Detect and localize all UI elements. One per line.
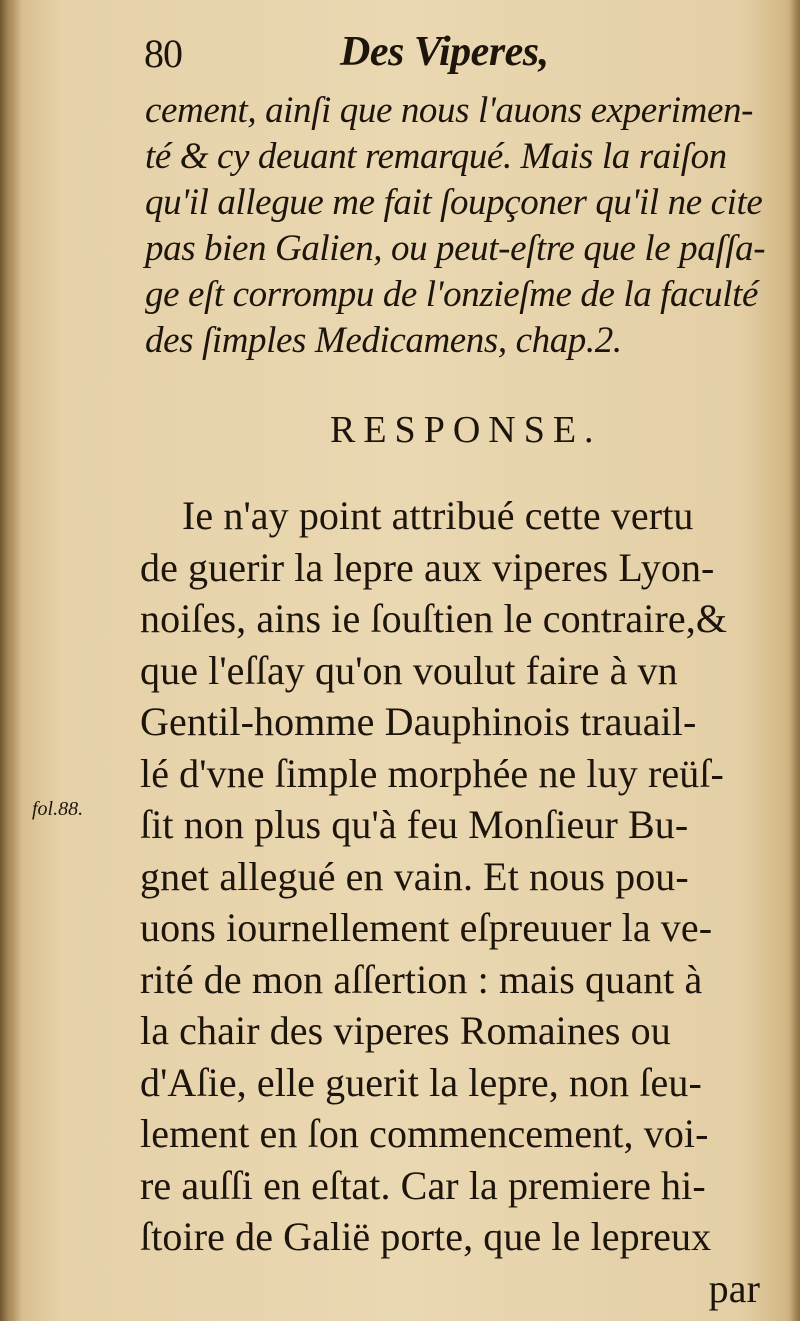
text-line: la chair des viperes Romaines ou: [140, 1008, 671, 1053]
text-line: de guerir la lepre aux viperes Lyon-: [140, 544, 715, 590]
text-line: lement en ſon commencement, voi-: [140, 1111, 709, 1156]
text-line: ge eſt corrompu de l'onzieſme de la faculté: [145, 274, 759, 315]
question-text: [145, 88, 775, 364]
text-line: pas bien Galien, ou peut-eſtre que le paſſa-: [145, 228, 766, 269]
text-line: qu'il allegue me fait ſoupçoner qu'il ne cite: [145, 182, 763, 223]
text-line: Ie n'ay point attribué cette vertu: [182, 493, 694, 538]
catchword: par: [708, 1265, 760, 1311]
text-line: uons iournellement eſpreuuer la ve-: [140, 905, 713, 950]
text-line: re auſſi en eſtat. Car la premiere hi-: [140, 1162, 706, 1208]
text-line: rité de mon aſſertion : mais quant à: [140, 956, 703, 1002]
page-number: 80: [144, 31, 182, 76]
text-line: lé d'vne ſimple morphée ne luy reüſ-: [140, 750, 724, 796]
margin-note: fol.88.: [32, 798, 84, 820]
text-line: Gentil-homme Dauphinois trauail-: [140, 699, 697, 744]
response-text: [140, 490, 780, 1314]
page-gutter: [0, 0, 22, 1321]
text-line: té & cy deuant remarqué. Mais la raiſon: [145, 136, 727, 177]
text-line: noiſes, ains ie ſouſtien le contraire,&: [140, 596, 728, 641]
text-line: ſit non plus qu'à feu Monſieur Bu-: [140, 802, 689, 847]
text-line: ſtoire de Galië porte, que le lepreux: [140, 1214, 712, 1259]
running-title: Des Viperes,: [340, 29, 549, 75]
text-line: d'Aſie, elle guerit la lepre, non ſeu-: [140, 1059, 702, 1105]
text-line: cement, ainſi que nous l'auons experimen-: [145, 90, 754, 131]
response-heading: RESPONSE.: [330, 409, 602, 451]
page-edge: [790, 0, 800, 1321]
text-line: des ſimples Medicamens, chap.2.: [145, 320, 622, 361]
running-head: [140, 28, 780, 88]
text-line: que l'eſſay qu'on voulut faire à vn: [140, 647, 678, 693]
text-line: gnet allegué en vain. Et nous pou-: [140, 853, 689, 899]
